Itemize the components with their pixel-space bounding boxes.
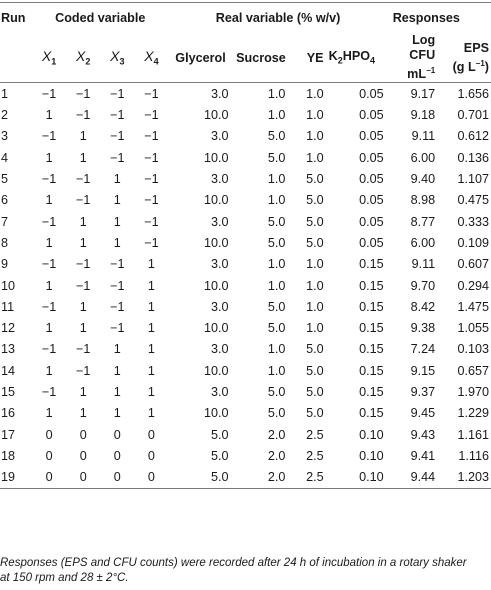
cell-x2: 0: [79, 427, 87, 442]
cell-run: 12: [1, 321, 16, 336]
cell-glycerol: 10.0: [204, 150, 229, 165]
cell-x2: 1: [79, 235, 87, 250]
table-row: [0, 467, 491, 489]
cell-log-cfu: 8.98: [410, 193, 436, 208]
cell-sucrose: 2.0: [267, 448, 286, 463]
cell-x4: 1: [147, 384, 155, 399]
cell-eps: 0.103: [457, 342, 489, 357]
cell-run: 5: [1, 172, 9, 187]
col-header-responses: Responses: [388, 3, 491, 34]
cell-x1: 1: [45, 278, 53, 293]
cell-ye: 5.0: [306, 406, 324, 421]
cell-log-cfu: 9.38: [410, 321, 436, 336]
cell-glycerol: 5.0: [211, 427, 229, 442]
cell-x4: −1: [144, 172, 159, 187]
col-header-x3: $X_3$: [100, 33, 134, 83]
cell-x2: 1: [79, 384, 87, 399]
cell-run: 16: [1, 406, 16, 421]
cell-x2: −1: [76, 108, 91, 123]
table-row: [0, 147, 491, 168]
cell-sucrose: 2.0: [233, 467, 290, 489]
cell-eps: 0.294: [457, 278, 489, 293]
cell-ye: 5.0: [306, 235, 324, 250]
cell-x1: 0: [45, 427, 53, 442]
cell-glycerol: 10.0: [204, 406, 229, 421]
cell-log-cfu: 9.17: [410, 86, 436, 101]
cell-k2hpo4: 0.05: [359, 214, 384, 229]
cell-x4: 1: [147, 406, 155, 421]
cell-glycerol: 5.0: [168, 467, 232, 489]
cell-run: 17: [1, 427, 16, 442]
cell-eps: 0.333: [457, 214, 489, 229]
cell-x1: 1: [45, 321, 53, 336]
cell-x4: 0: [134, 467, 168, 489]
cell-sucrose: 1.0: [267, 86, 286, 101]
cell-run: 3: [1, 129, 9, 144]
cell-log-cfu: 9.37: [410, 384, 436, 399]
cell-k2hpo4: 0.15: [359, 342, 384, 357]
table-row: [0, 275, 491, 296]
cell-log-cfu: 9.45: [410, 406, 436, 421]
cell-x2: −1: [76, 342, 91, 357]
cell-glycerol: 10.0: [204, 278, 229, 293]
cell-x1: 0: [45, 448, 53, 463]
cell-k2hpo4: 0.15: [359, 257, 384, 272]
cell-glycerol: 3.0: [211, 299, 229, 314]
col-header-coded-variable: [32, 3, 168, 34]
cell-x2: −1: [76, 86, 91, 101]
cell-log-cfu: 9.40: [410, 172, 436, 187]
cell-eps: 0.701: [457, 108, 489, 123]
cell-glycerol: 10.0: [204, 235, 229, 250]
cell-x3: 1: [113, 172, 121, 187]
cell-eps: 0.612: [457, 129, 489, 144]
cell-x3: 0: [100, 467, 134, 489]
cell-sucrose: 1.0: [267, 342, 286, 357]
col-header-eps: EPS (g $L^{-1}$): [437, 33, 491, 83]
cell-k2hpo4: 0.10: [359, 427, 384, 442]
cell-glycerol: 3.0: [211, 129, 229, 144]
cell-x2: 1: [79, 406, 87, 421]
cell-k2hpo4: 0.15: [359, 384, 384, 399]
col-header-k2hpo4: $K_2HPO_4$: [327, 33, 388, 83]
cell-x3: 1: [113, 363, 121, 378]
table-body: [0, 83, 491, 489]
header-row-group: [0, 3, 491, 34]
cell-log-cfu: 9.11: [411, 129, 436, 144]
cell-x1: −1: [41, 384, 57, 399]
cell-ye: 1.0: [306, 150, 324, 165]
cell-sucrose: 2.0: [267, 427, 286, 442]
table-row: [0, 445, 491, 466]
cell-sucrose: 5.0: [267, 214, 286, 229]
cell-k2hpo4: 0.05: [359, 193, 384, 208]
table-row: [0, 104, 491, 125]
cell-x1: −1: [41, 342, 57, 357]
cell-ye: 1.0: [306, 129, 324, 144]
cell-k2hpo4: 0.05: [359, 86, 384, 101]
cell-ye: 5.0: [306, 214, 324, 229]
cell-glycerol: 3.0: [211, 257, 229, 272]
cell-ye: 5.0: [306, 342, 324, 357]
cell-x3: 1: [113, 235, 121, 250]
cell-k2hpo4: 0.15: [359, 299, 384, 314]
cell-log-cfu: 7.24: [410, 342, 436, 357]
cell-x3: 1: [113, 406, 121, 421]
cell-x1: −1: [41, 214, 57, 229]
cell-eps: 0.475: [457, 193, 489, 208]
cell-k2hpo4: 0.15: [359, 321, 384, 336]
cell-x4: 1: [147, 342, 155, 357]
cell-eps: 1.970: [457, 384, 489, 399]
cell-x1: 1: [45, 193, 53, 208]
cell-ye: 1.0: [306, 108, 324, 123]
cell-sucrose: 1.0: [267, 108, 286, 123]
cell-x4: −1: [144, 86, 159, 101]
cell-x2: 1: [79, 299, 87, 314]
cell-run: 14: [1, 363, 16, 378]
cell-x2: −1: [76, 193, 91, 208]
cell-eps: 1.116: [458, 448, 489, 463]
col-header-run-spacer: [0, 33, 32, 83]
cell-x1: −1: [41, 129, 57, 144]
cell-k2hpo4: 0.15: [359, 278, 384, 293]
cell-run: 8: [1, 235, 9, 250]
cell-x3: 1: [113, 342, 121, 357]
cell-glycerol: 3.0: [211, 342, 229, 357]
cell-x2: 1: [79, 150, 87, 165]
cell-x1: −1: [41, 299, 57, 314]
cell-x4: −1: [144, 150, 159, 165]
col-header-glycerol: Glycerol: [168, 33, 232, 83]
cell-ye: 5.0: [306, 363, 324, 378]
col-header-sucrose: Sucrose: [233, 33, 290, 83]
col-header-x1: $X_1$: [32, 33, 66, 83]
cell-glycerol: 10.0: [204, 193, 229, 208]
cell-k2hpo4: 0.05: [359, 150, 384, 165]
cell-run: 2: [1, 108, 9, 123]
cell-x3: 1: [113, 384, 121, 399]
cell-x3: 0: [113, 427, 121, 442]
cell-sucrose: 5.0: [267, 321, 286, 336]
cell-sucrose: 5.0: [267, 235, 286, 250]
cell-eps: 1.055: [457, 321, 489, 336]
cell-log-cfu: 9.11: [411, 257, 436, 272]
cell-k2hpo4: 0.05: [359, 235, 384, 250]
cell-run: 10: [1, 278, 16, 293]
cell-sucrose: 1.0: [267, 257, 286, 272]
cell-x1: 1: [45, 363, 53, 378]
cell-eps: 1.203: [437, 467, 491, 489]
footnote-line-2: at 150 rpm and 28 ± 2°C.: [0, 572, 129, 584]
cell-x2: 1: [79, 129, 87, 144]
cell-run: 19: [0, 467, 32, 489]
cell-sucrose: 5.0: [267, 299, 286, 314]
table-row: [0, 381, 491, 402]
header-row-columns: [0, 33, 491, 83]
cell-x4: 0: [147, 427, 155, 442]
cell-x3: −1: [110, 129, 125, 144]
cell-eps: 1.475: [457, 299, 489, 314]
cell-x2: −1: [76, 363, 91, 378]
table-row: [0, 360, 491, 381]
cell-ye: 1.0: [306, 257, 324, 272]
cell-ye: 2.5: [306, 448, 324, 463]
cell-k2hpo4: 0.05: [359, 172, 384, 187]
cell-x4: 1: [147, 257, 155, 272]
cell-x3: −1: [110, 299, 125, 314]
col-header-run: Run: [0, 3, 32, 34]
cell-glycerol: 3.0: [211, 86, 229, 101]
cell-k2hpo4: 0.10: [359, 448, 384, 463]
cell-sucrose: 5.0: [267, 150, 286, 165]
cell-x4: −1: [144, 129, 159, 144]
cell-k2hpo4: 0.10: [327, 467, 388, 489]
cell-eps: 1.161: [457, 427, 489, 442]
cell-log-cfu: 9.15: [410, 363, 436, 378]
cell-x4: −1: [144, 235, 159, 250]
table-row: [0, 317, 491, 338]
cell-x3: −1: [110, 278, 125, 293]
cell-x1: −1: [41, 257, 57, 272]
cell-log-cfu: 9.70: [410, 278, 436, 293]
cell-glycerol: 10.0: [204, 363, 229, 378]
cell-x4: 1: [147, 321, 155, 336]
cell-x3: −1: [110, 150, 125, 165]
table-row: [0, 339, 491, 360]
cell-x3: −1: [110, 321, 125, 336]
cell-x4: 0: [147, 448, 155, 463]
cell-x1: −1: [41, 86, 57, 101]
cell-k2hpo4: 0.15: [359, 406, 384, 421]
cell-x4: −1: [144, 193, 159, 208]
cell-x1: 1: [45, 406, 53, 421]
cell-glycerol: 3.0: [211, 214, 229, 229]
cell-k2hpo4: 0.15: [359, 363, 384, 378]
cell-log-cfu: 6.00: [410, 235, 436, 250]
cell-run: 9: [1, 257, 9, 272]
cell-glycerol: 5.0: [211, 448, 229, 463]
cell-ye: 1.0: [306, 321, 324, 336]
cell-run: 13: [1, 342, 16, 357]
table-row: [0, 254, 491, 275]
cell-x4: 1: [147, 299, 155, 314]
cell-log-cfu: 8.42: [410, 299, 436, 314]
col-header-log-cfu: Log CFU $mL^{-1}$: [388, 33, 438, 83]
cell-log-cfu: 9.18: [410, 108, 436, 123]
cell-x2: 1: [79, 214, 87, 229]
col-header-ye: YE: [289, 33, 326, 83]
table-row: [0, 190, 491, 211]
cell-run: 18: [1, 448, 16, 463]
cell-sucrose: 5.0: [267, 384, 286, 399]
cell-sucrose: 1.0: [267, 363, 286, 378]
table-row: [0, 403, 491, 424]
cell-ye: 1.0: [306, 299, 324, 314]
cell-x1: 0: [32, 467, 66, 489]
cell-run: 11: [1, 299, 15, 314]
table-row: [0, 296, 491, 317]
cell-eps: 1.107: [457, 172, 489, 187]
cell-k2hpo4: 0.05: [359, 108, 384, 123]
cell-x4: 1: [147, 278, 155, 293]
cell-ye: 2.5: [306, 427, 324, 442]
cell-run: 6: [1, 193, 9, 208]
col-header-x4: $X_4$: [134, 33, 168, 83]
table-row: [0, 126, 491, 147]
cell-eps: 0.607: [457, 257, 489, 272]
cell-eps: 0.136: [457, 150, 489, 165]
cell-sucrose: 1.0: [267, 172, 286, 187]
cell-x1: −1: [41, 172, 57, 187]
col-header-real-variable: [168, 3, 387, 34]
cell-x2: −1: [76, 278, 91, 293]
cell-sucrose: 5.0: [267, 406, 286, 421]
table-row: [0, 83, 491, 105]
cell-log-cfu: 9.44: [388, 467, 438, 489]
cell-eps: 1.229: [457, 406, 489, 421]
cell-ye: 1.0: [306, 86, 324, 101]
cell-k2hpo4: 0.05: [359, 129, 384, 144]
cell-ye: 5.0: [306, 172, 324, 187]
cell-run: 7: [1, 214, 9, 229]
experimental-design-table: [0, 2, 491, 489]
cell-x3: 1: [113, 193, 121, 208]
cell-x2: 0: [66, 467, 100, 489]
cell-x3: 1: [113, 214, 121, 229]
cell-run: 15: [1, 384, 16, 399]
cell-eps: 0.657: [457, 363, 489, 378]
coded-variable-label: Coded variable: [55, 11, 146, 25]
cell-x2: 1: [79, 321, 87, 336]
cell-run: 1: [1, 86, 9, 101]
cell-x3: 0: [113, 448, 121, 463]
cell-glycerol: 10.0: [204, 321, 229, 336]
cell-eps: 1.656: [457, 86, 489, 101]
cell-glycerol: 3.0: [211, 384, 229, 399]
cell-x3: −1: [110, 108, 125, 123]
cell-sucrose: 1.0: [267, 278, 286, 293]
table-row: [0, 424, 491, 445]
cell-ye: 1.0: [306, 278, 324, 293]
cell-glycerol: 3.0: [211, 172, 229, 187]
cell-log-cfu: 6.00: [410, 150, 436, 165]
cell-log-cfu: 8.77: [410, 214, 436, 229]
cell-glycerol: 10.0: [204, 108, 229, 123]
cell-x3: −1: [110, 257, 125, 272]
cell-x4: −1: [144, 214, 159, 229]
table-row: [0, 211, 491, 232]
table-footnote: [0, 556, 491, 586]
cell-x4: 1: [147, 363, 155, 378]
cell-sucrose: 1.0: [267, 193, 286, 208]
table-row: [0, 168, 491, 189]
table-row: [0, 232, 491, 253]
cell-x2: −1: [76, 172, 91, 187]
cell-x4: −1: [144, 108, 159, 123]
cell-ye: 5.0: [306, 193, 324, 208]
cell-x2: 0: [79, 448, 87, 463]
cell-x1: 1: [45, 235, 53, 250]
cell-x1: 1: [45, 108, 53, 123]
cell-log-cfu: 9.41: [410, 448, 436, 463]
col-header-x2: $X_2$: [66, 33, 100, 83]
cell-x2: −1: [76, 257, 91, 272]
footnote-line-1: Responses (EPS and CFU counts) were recorded after 24 h of incubation in a rotary shaker: [0, 557, 467, 569]
cell-sucrose: 5.0: [267, 129, 286, 144]
cell-log-cfu: 9.43: [410, 427, 436, 442]
cell-ye: 5.0: [306, 384, 324, 399]
cell-ye: 2.5: [289, 467, 326, 489]
real-variable-label: Real variable (% w/v): [215, 11, 341, 25]
cell-x3: −1: [110, 86, 125, 101]
cell-x1: 1: [45, 150, 53, 165]
cell-run: 4: [1, 150, 9, 165]
cell-eps: 0.109: [457, 235, 489, 250]
